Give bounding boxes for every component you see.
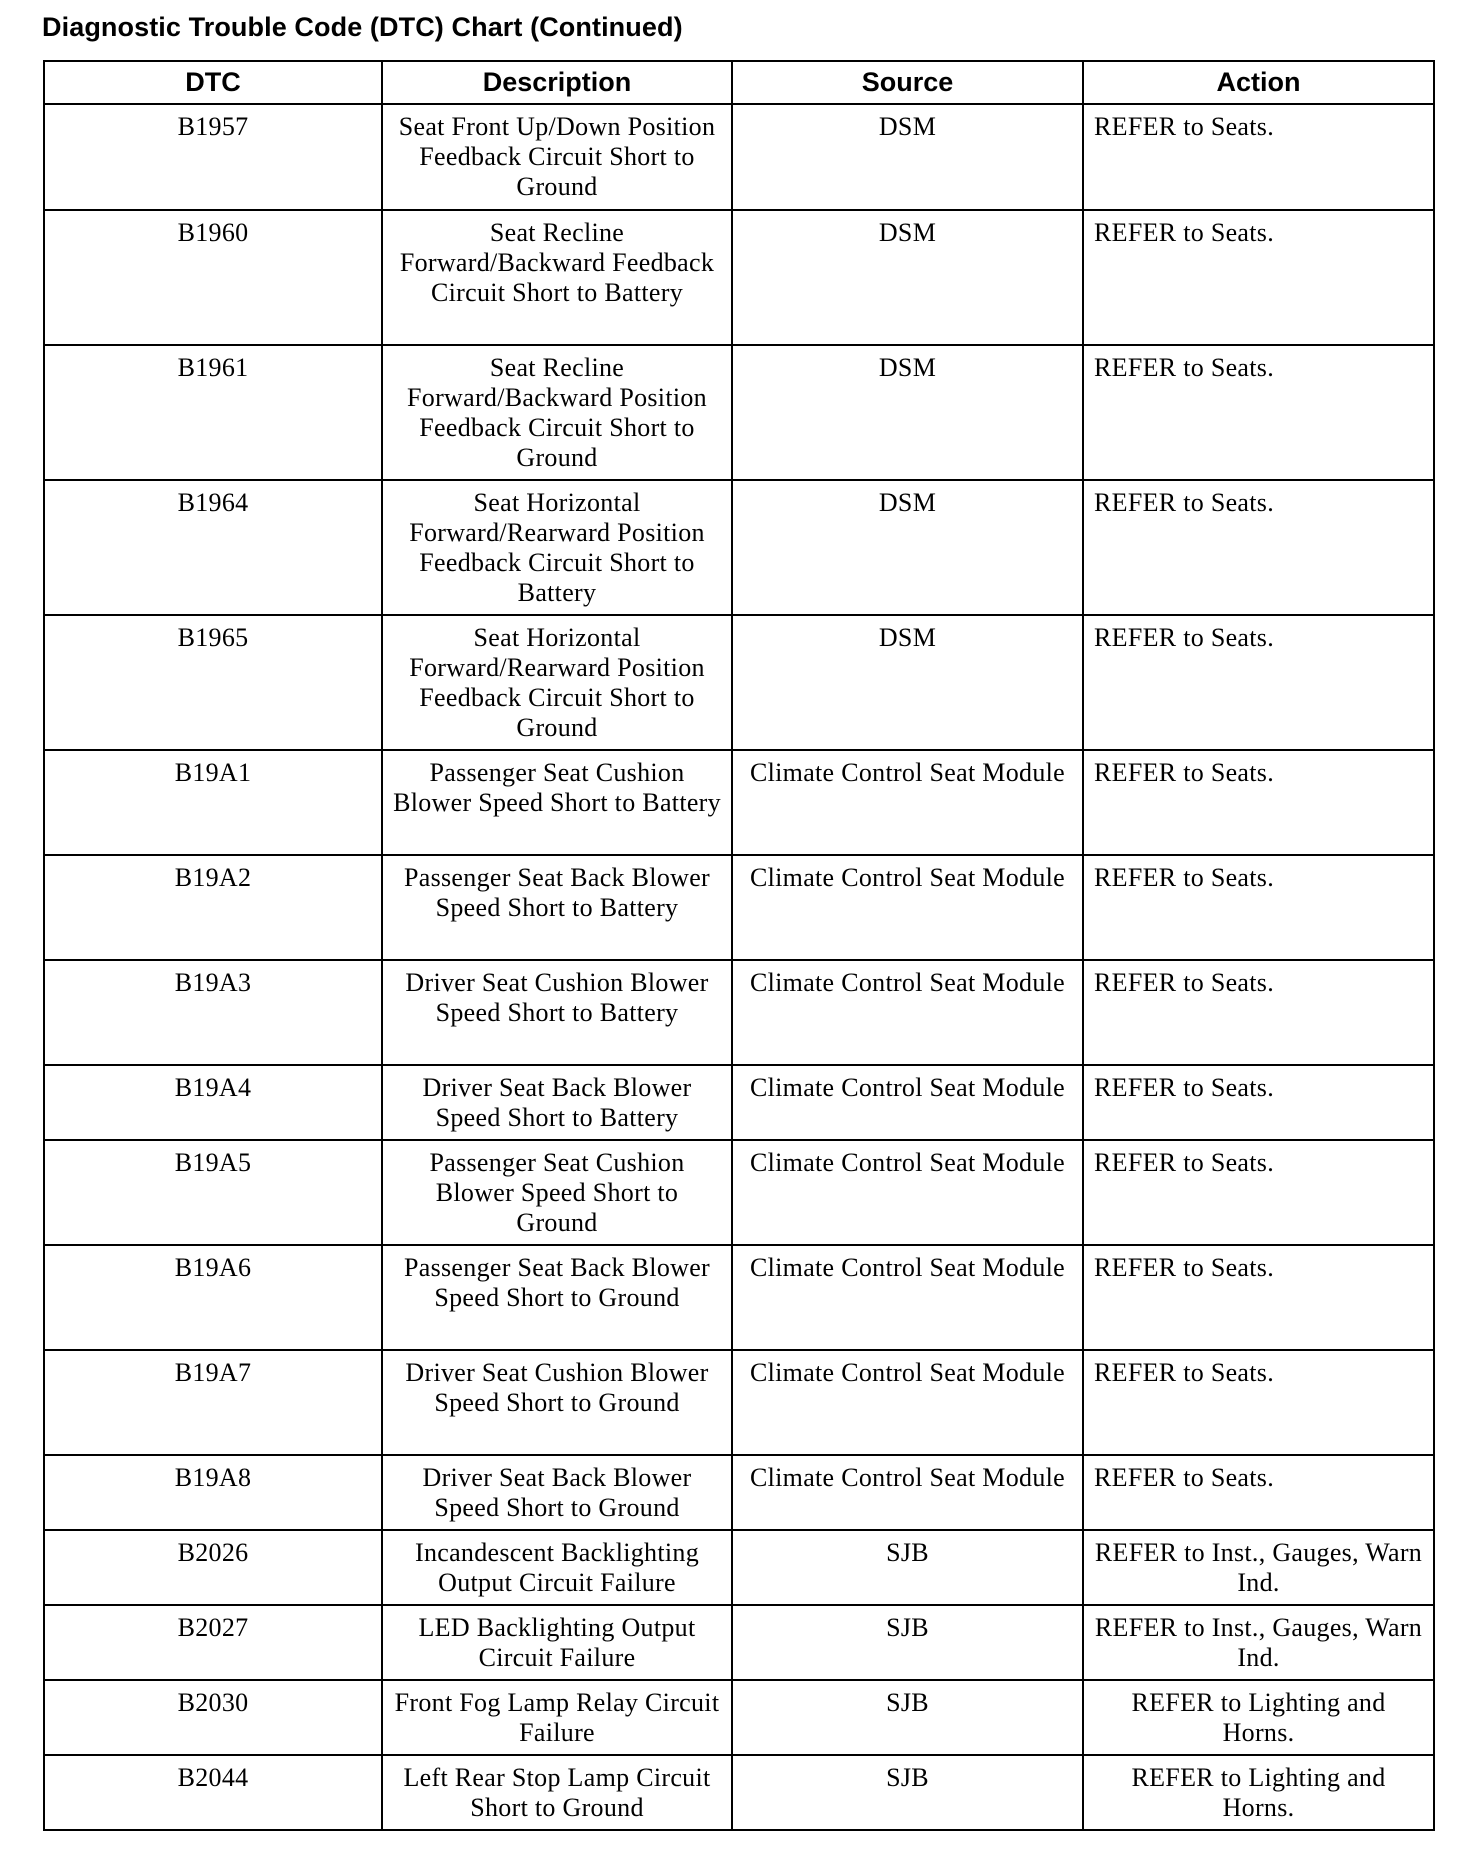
table-row	[44, 1245, 1434, 1350]
dtc-action: REFER to Inst., Gauges, Warn Ind.	[1083, 1605, 1434, 1680]
dtc-description: Front Fog Lamp Relay Circuit Failure	[382, 1680, 732, 1755]
dtc-description: Incandescent Backlighting Output Circuit Failure	[382, 1530, 732, 1605]
dtc-description: Driver Seat Cushion Blower Speed Short to Ground	[382, 1350, 732, 1455]
table-row	[44, 1350, 1434, 1455]
dtc-source: DSM	[732, 615, 1083, 750]
dtc-description: Driver Seat Back Blower Speed Short to Battery	[382, 1065, 732, 1140]
dtc-source: Climate Control Seat Module	[732, 1245, 1083, 1350]
table-row	[44, 750, 1434, 855]
dtc-code: B1961	[44, 345, 382, 480]
dtc-action: REFER to Lighting and Horns.	[1083, 1680, 1434, 1755]
dtc-description: Seat Recline Forward/Backward Feedback Circuit Short to Battery	[382, 210, 732, 345]
dtc-description: Seat Front Up/Down Position Feedback Circuit Short to Ground	[382, 104, 732, 210]
dtc-source: Climate Control Seat Module	[732, 1455, 1083, 1530]
dtc-source: SJB	[732, 1530, 1083, 1605]
dtc-code: B19A8	[44, 1455, 382, 1530]
dtc-source: Climate Control Seat Module	[732, 750, 1083, 855]
dtc-action: REFER to Seats.	[1083, 345, 1434, 480]
dtc-source: DSM	[732, 480, 1083, 615]
table-row	[44, 210, 1434, 345]
dtc-description: Driver Seat Back Blower Speed Short to Ground	[382, 1455, 732, 1530]
dtc-code: B2044	[44, 1755, 382, 1830]
dtc-action: REFER to Seats.	[1083, 210, 1434, 345]
table-row	[44, 104, 1434, 210]
dtc-action: REFER to Seats.	[1083, 104, 1434, 210]
dtc-action: REFER to Seats.	[1083, 1350, 1434, 1455]
table-row	[44, 960, 1434, 1065]
dtc-description: Passenger Seat Back Blower Speed Short to Ground	[382, 1245, 732, 1350]
dtc-code: B1957	[44, 104, 382, 210]
table-row	[44, 1455, 1434, 1530]
dtc-source: Climate Control Seat Module	[732, 1065, 1083, 1140]
table-row	[44, 1530, 1434, 1605]
table-row	[44, 1065, 1434, 1140]
column-header-action: Action	[1083, 61, 1434, 104]
table-row	[44, 1755, 1434, 1830]
table-row	[44, 1680, 1434, 1755]
dtc-code: B1964	[44, 480, 382, 615]
dtc-action: REFER to Seats.	[1083, 855, 1434, 960]
column-header-description: Description	[382, 61, 732, 104]
dtc-description: LED Backlighting Output Circuit Failure	[382, 1605, 732, 1680]
dtc-description: Passenger Seat Cushion Blower Speed Short to Ground	[382, 1140, 732, 1245]
dtc-source: SJB	[732, 1680, 1083, 1755]
dtc-description: Seat Horizontal Forward/Rearward Position Feedback Circuit Short to Ground	[382, 615, 732, 750]
dtc-code: B2026	[44, 1530, 382, 1605]
column-header-dtc: DTC	[44, 61, 382, 104]
dtc-action: REFER to Seats.	[1083, 960, 1434, 1065]
dtc-code: B1965	[44, 615, 382, 750]
dtc-code: B19A5	[44, 1140, 382, 1245]
dtc-action: REFER to Seats.	[1083, 1245, 1434, 1350]
dtc-source: Climate Control Seat Module	[732, 855, 1083, 960]
dtc-description: Seat Horizontal Forward/Rearward Position Feedback Circuit Short to Battery	[382, 480, 732, 615]
dtc-action: REFER to Lighting and Horns.	[1083, 1755, 1434, 1830]
dtc-chart-table	[43, 60, 1435, 1831]
dtc-description: Passenger Seat Back Blower Speed Short to Battery	[382, 855, 732, 960]
dtc-action: REFER to Seats.	[1083, 615, 1434, 750]
dtc-code: B2027	[44, 1605, 382, 1680]
table-row	[44, 345, 1434, 480]
page-title: Diagnostic Trouble Code (DTC) Chart (Continued)	[42, 12, 683, 42]
dtc-source: SJB	[732, 1605, 1083, 1680]
dtc-description: Passenger Seat Cushion Blower Speed Short to Battery	[382, 750, 732, 855]
column-header-source: Source	[732, 61, 1083, 104]
dtc-source: Climate Control Seat Module	[732, 1140, 1083, 1245]
dtc-action: REFER to Seats.	[1083, 480, 1434, 615]
dtc-action: REFER to Seats.	[1083, 1065, 1434, 1140]
dtc-code: B19A1	[44, 750, 382, 855]
dtc-code: B19A4	[44, 1065, 382, 1140]
dtc-action: REFER to Inst., Gauges, Warn Ind.	[1083, 1530, 1434, 1605]
dtc-source: Climate Control Seat Module	[732, 1350, 1083, 1455]
dtc-action: REFER to Seats.	[1083, 750, 1434, 855]
dtc-code: B2030	[44, 1680, 382, 1755]
dtc-code: B19A6	[44, 1245, 382, 1350]
dtc-action: REFER to Seats.	[1083, 1140, 1434, 1245]
table-row	[44, 1140, 1434, 1245]
dtc-code: B19A3	[44, 960, 382, 1065]
table-row	[44, 480, 1434, 615]
table-row	[44, 615, 1434, 750]
dtc-code: B1960	[44, 210, 382, 345]
dtc-description: Driver Seat Cushion Blower Speed Short to Battery	[382, 960, 732, 1065]
dtc-code: B19A7	[44, 1350, 382, 1455]
dtc-source: DSM	[732, 210, 1083, 345]
dtc-action: REFER to Seats.	[1083, 1455, 1434, 1530]
dtc-source: DSM	[732, 345, 1083, 480]
table-header-row	[44, 61, 1434, 104]
dtc-source: SJB	[732, 1755, 1083, 1830]
dtc-description: Seat Recline Forward/Backward Position Feedback Circuit Short to Ground	[382, 345, 732, 480]
dtc-description: Left Rear Stop Lamp Circuit Short to Ground	[382, 1755, 732, 1830]
table-row	[44, 855, 1434, 960]
dtc-source: DSM	[732, 104, 1083, 210]
table-row	[44, 1605, 1434, 1680]
dtc-code: B19A2	[44, 855, 382, 960]
dtc-source: Climate Control Seat Module	[732, 960, 1083, 1065]
